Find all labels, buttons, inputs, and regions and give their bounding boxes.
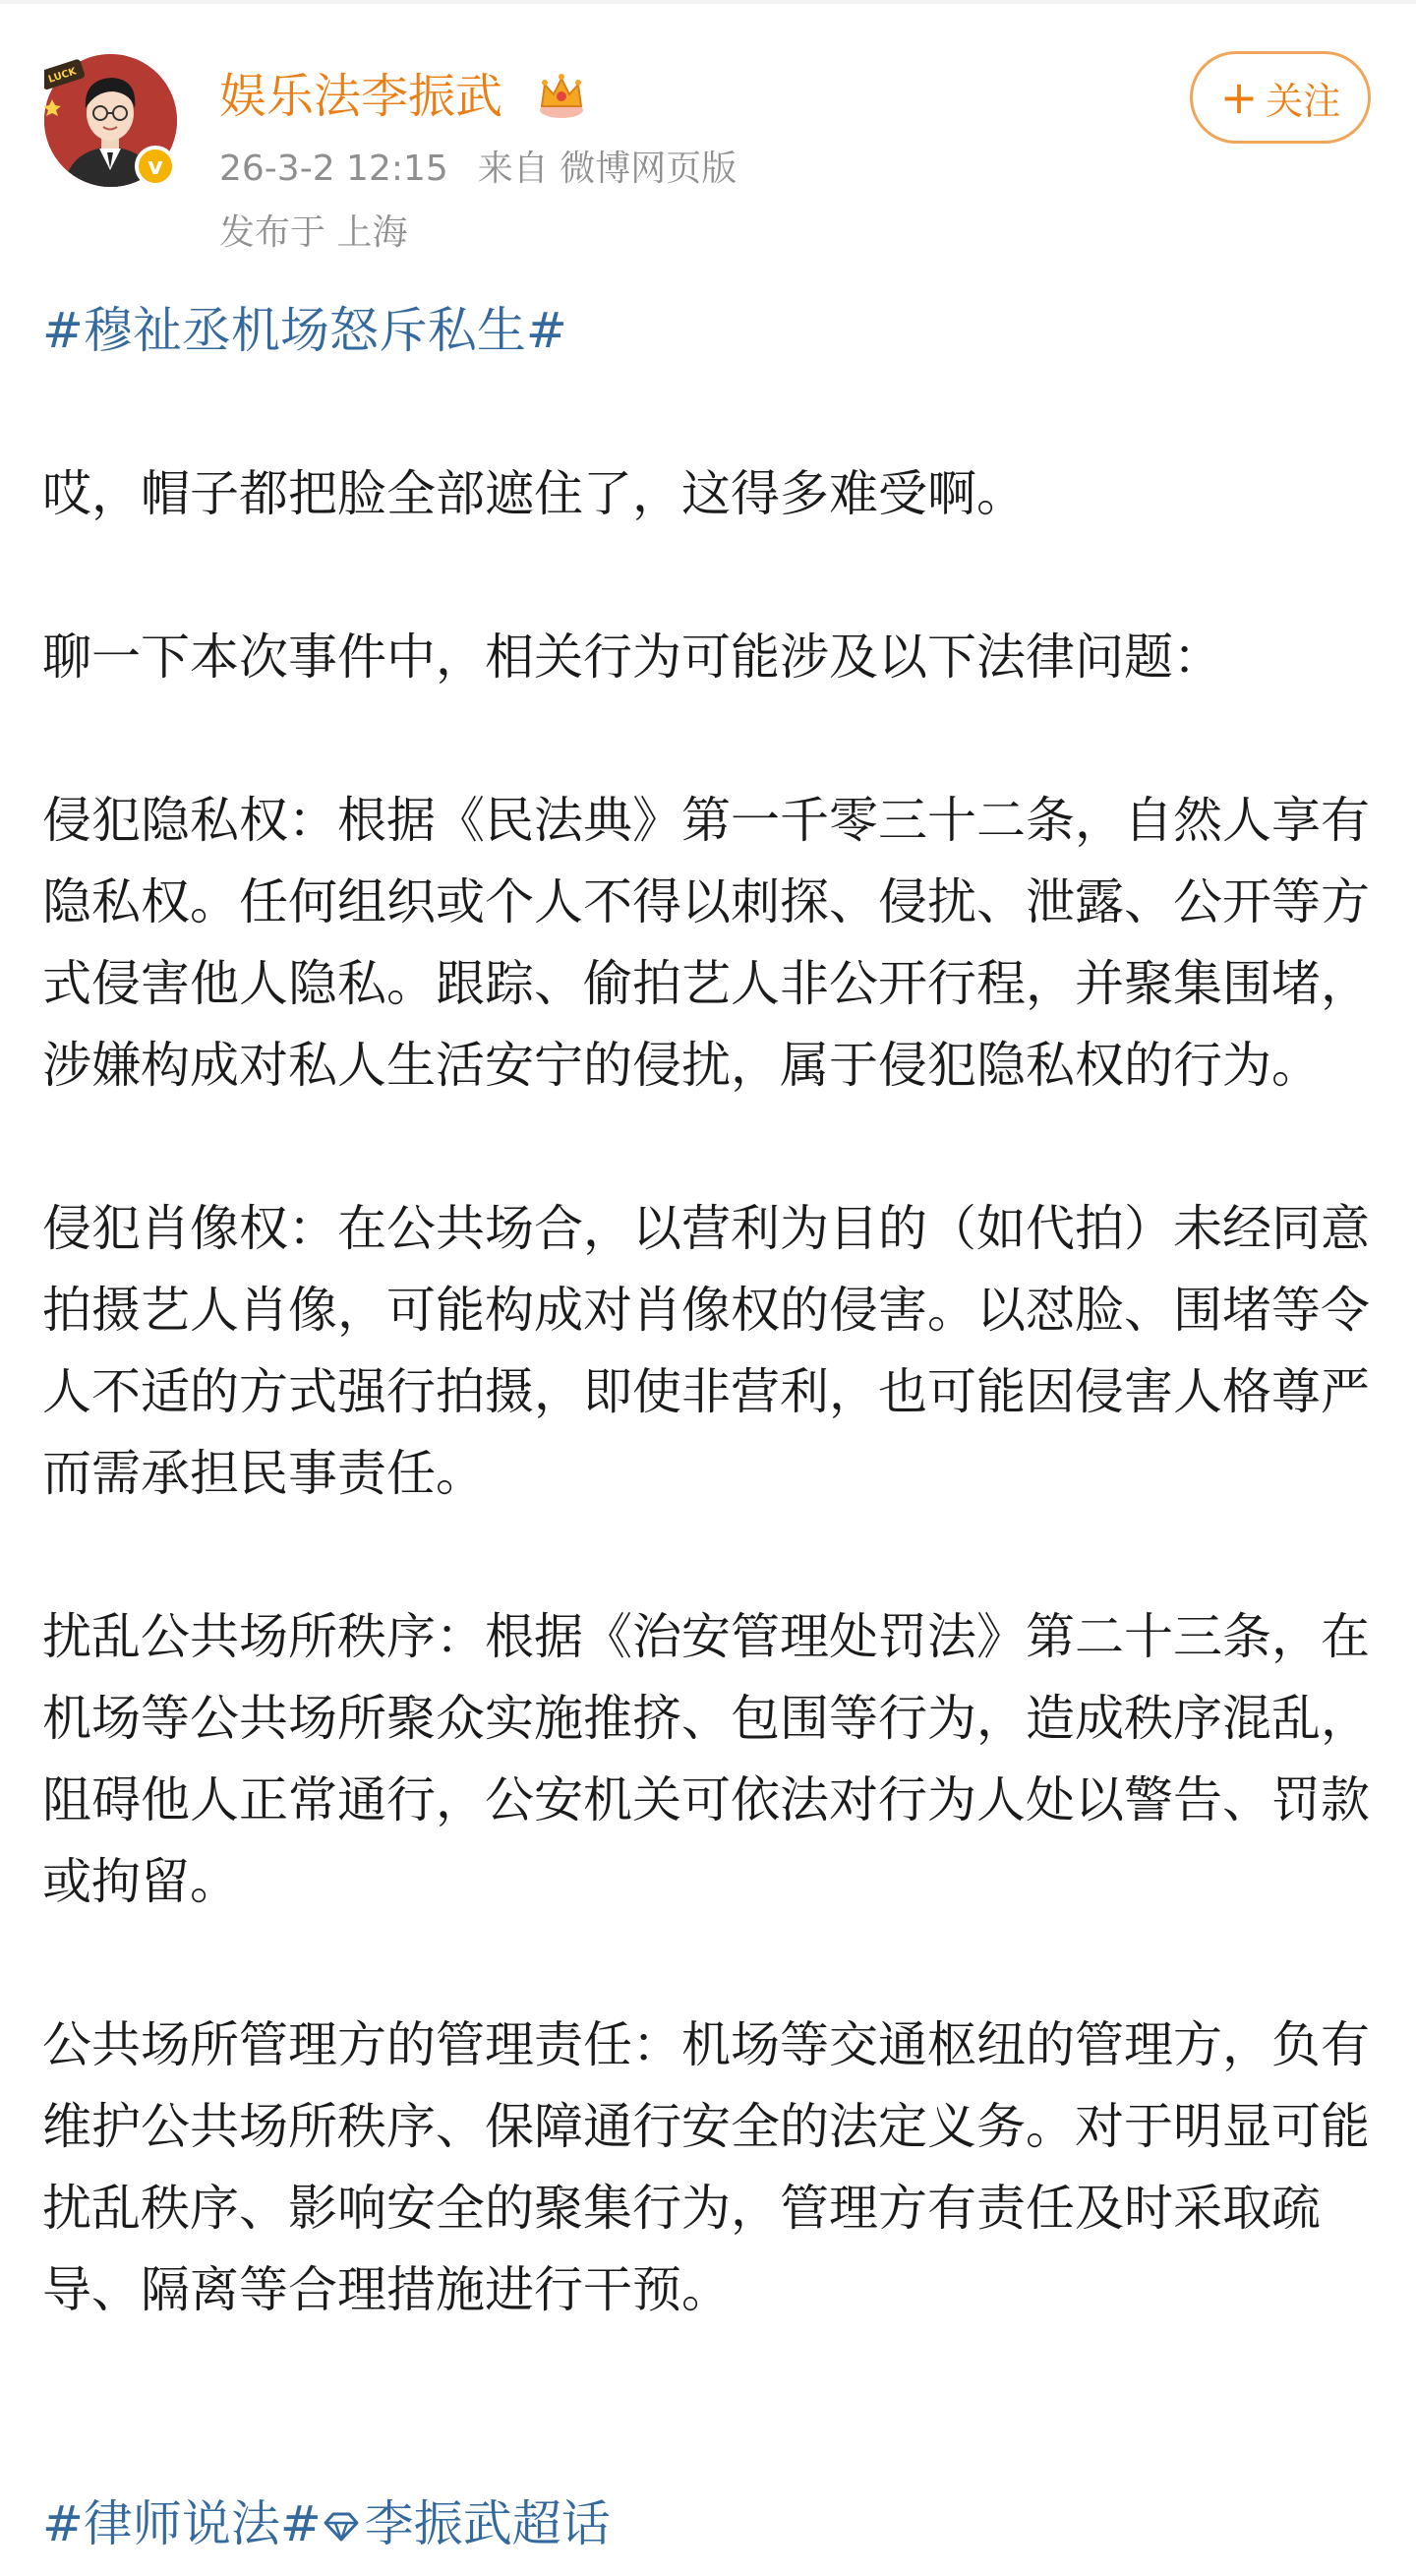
paragraph-gap bbox=[42, 1923, 1380, 2005]
user-name[interactable]: 娱乐法李振武 bbox=[219, 69, 503, 124]
top-divider bbox=[0, 0, 1416, 4]
post-body bbox=[42, 290, 1380, 2331]
svg-text:LUCK: LUCK bbox=[46, 66, 79, 86]
post-paragraph: 聊一下本次事件中，相关行为可能涉及以下法律问题： bbox=[42, 629, 1222, 686]
topic-link-lawyer[interactable]: #律师说法# bbox=[42, 2495, 322, 2552]
post-paragraph: 公共场所管理方的管理责任：机场等交通枢纽的管理方，负有维护公共场所秩序、保障通行安全的法定义务。对于明显可能扰乱秩序、影响安全的聚集行为，管理方有责任及时采取疏导、隔离等合理措施进行干预。 bbox=[42, 2016, 1370, 2318]
paragraph-gap bbox=[42, 1107, 1380, 1188]
supertopic-link[interactable] bbox=[322, 2484, 611, 2565]
post-meta bbox=[219, 148, 737, 191]
follow-button-label: 关注 bbox=[1266, 79, 1341, 123]
post-paragraph: 侵犯肖像权：在公共场合，以营利为目的（如代拍）未经同意拍摄艺人肖像，可能构成对肖像权的侵害。以怼脸、围堵等令人不适的方式强行拍摄，即使非营利，也可能因侵害人格尊严而需承担民事责任。 bbox=[42, 1200, 1370, 1502]
crown-icon bbox=[536, 71, 587, 120]
verified-v-icon: v bbox=[135, 146, 176, 187]
footer-tags bbox=[42, 2484, 611, 2565]
post-paragraph: 扰乱公共场所秩序：根据《治安管理处罚法》第二十三条，在机场等公共场所聚众实施推挤、包围等行为，造成秩序混乱，阻碍他人正常通行，公安机关可依法对行为人处以警告、罚款或拘留。 bbox=[42, 1608, 1370, 1910]
post-location: 发布于 上海 bbox=[219, 212, 408, 253]
post-paragraph: 侵犯隐私权：根据《民法典》第一千零三十二条，自然人享有隐私权。任何组织或个人不得以刺探、侵扰、泄露、公开等方式侵害他人隐私。跟踪、偷拍艺人非公开行程，并聚集围堵，涉嫌构成对私人生活安宁的侵扰，属于侵犯隐私权的行为。 bbox=[42, 792, 1370, 1094]
post-source: 来自 微博网页版 bbox=[477, 149, 738, 189]
plus-icon: + bbox=[1219, 71, 1259, 124]
paragraph-gap bbox=[42, 1515, 1380, 1596]
topic-link[interactable]: #穆祉丞机场怒斥私生# bbox=[42, 302, 567, 359]
supertopic-diamond-icon bbox=[322, 2511, 361, 2543]
post-time[interactable]: 26-3-2 12:15 bbox=[219, 149, 448, 189]
post-paragraph: 哎，帽子都把脸全部遮住了，这得多难受啊。 bbox=[42, 465, 1026, 522]
follow-button[interactable] bbox=[1190, 51, 1371, 144]
supertopic-label: 李振武超话 bbox=[364, 2495, 611, 2552]
paragraph-gap bbox=[42, 698, 1380, 780]
paragraph-gap bbox=[42, 535, 1380, 617]
paragraph-gap bbox=[42, 372, 1380, 453]
